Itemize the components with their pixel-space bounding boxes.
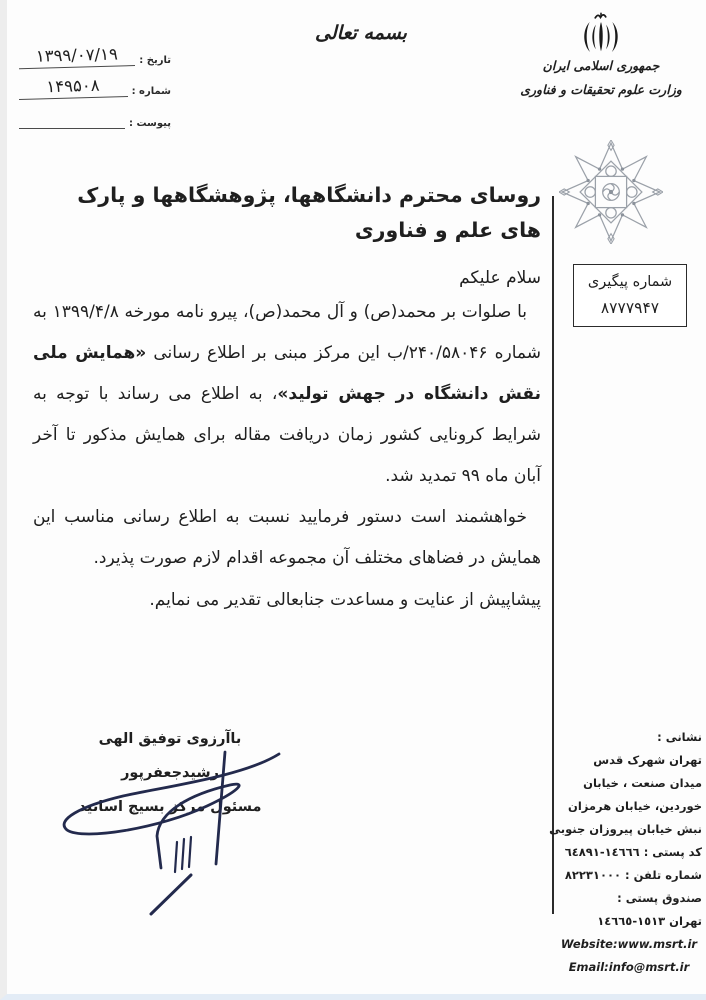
salutation: سلام علیکم <box>459 267 541 288</box>
email-line: Email:info@msrt.ir <box>568 960 690 974</box>
address-line: خوردین، خیابان هرمزان <box>568 799 702 813</box>
paragraph-1-post: ، به اطلاع می رساند با توجه به شرایط کرونایی کشور زمان دریافت مقاله برای همایش مذکور تا آخر آبان ماه ۹۹ تمدید شد. <box>33 383 541 487</box>
tracking-number-box <box>573 264 687 327</box>
letter-meta-block <box>19 44 171 138</box>
attachment-label: پیوست : <box>128 117 171 129</box>
postal-code-line: کد پستی : ١٤٦٦٦-٦٤٨٩١ <box>564 845 702 859</box>
signature-wish-line: باآرزوی توفیق الهی <box>98 731 242 747</box>
website-line: Website:www.msrt.ir <box>560 937 698 951</box>
date-row <box>19 44 171 66</box>
address-line: میدان صنعت ، خیابان <box>583 776 702 790</box>
number-row <box>19 75 171 97</box>
government-header <box>506 12 696 102</box>
letter-body <box>33 178 541 621</box>
date-value: ۱۳۹۹/۰۷/۱۹ <box>18 44 135 69</box>
paragraph-2: خواهشمند است دستور فرمایید نسبت به اطلاع رسانی مناسب این همایش در فضاهای مختلف آن مجموعه اقدام لازم صورت پذیرد. <box>33 507 541 569</box>
address-label: نشانی : <box>657 730 702 744</box>
phone-line: شماره تلفن : ٨٢٢٣١٠٠٠ <box>564 868 702 882</box>
attachment-value <box>19 117 125 129</box>
ministry-name: وزارت علوم تحقیقات و فناوری <box>520 81 682 97</box>
sidebar-divider <box>552 196 554 914</box>
paragraph-1-pre: با صلوات بر محمد(ص) و آل محمد(ص)، پیرو نامه مورخه ۱۳۹۹/۴/۸ به شماره ۲۴۰/۵۸۰۴۶/ب این مرکز مبنی بر اطلاع رسانی <box>33 301 541 363</box>
iran-emblem-icon <box>578 12 624 54</box>
signature-block <box>53 722 287 824</box>
address-line: تهران شهرک قدس <box>593 753 702 767</box>
number-label: شماره : <box>131 85 171 97</box>
recipient-heading: روسای محترم دانشگاهها، پژوهشگاهها و پارک های علم و فناوری <box>77 183 541 242</box>
attachment-row <box>19 117 171 129</box>
signatory-name: رشیدجعفرپور <box>121 765 219 782</box>
po-box-label-line: صندوق پستی : <box>617 891 702 905</box>
conference-title-bold: «همایش ملی نقش دانشگاه در جهش تولید» <box>33 342 541 404</box>
footer-address-block <box>549 726 706 979</box>
po-box-line: تهران ١٥١٣-١٤٦٦٥ <box>597 914 702 928</box>
address-line: نبش خیابان پیروزان جنوبی <box>549 822 702 836</box>
paragraph-1 <box>33 292 541 498</box>
paragraph-3: پیشاپیش از عنایت و مساعدت جنابعالی تقدیر می نمایم. <box>149 589 541 610</box>
date-label: تاریخ : <box>139 54 171 66</box>
star-ornament-icon <box>559 140 663 244</box>
signatory-title: مسئول مرکز بسیج اساتید <box>78 799 262 816</box>
government-name: جمهوری اسلامی ایران <box>542 58 660 73</box>
tracking-number-value: ۸۷۷۷۹۴۷ <box>600 298 660 317</box>
number-value: ۱۴۹۵۰۸ <box>18 75 127 100</box>
tracking-number-label: شماره پیگیری <box>587 274 673 290</box>
bismillah-calligraphy: بسمه تعالی <box>315 22 407 44</box>
